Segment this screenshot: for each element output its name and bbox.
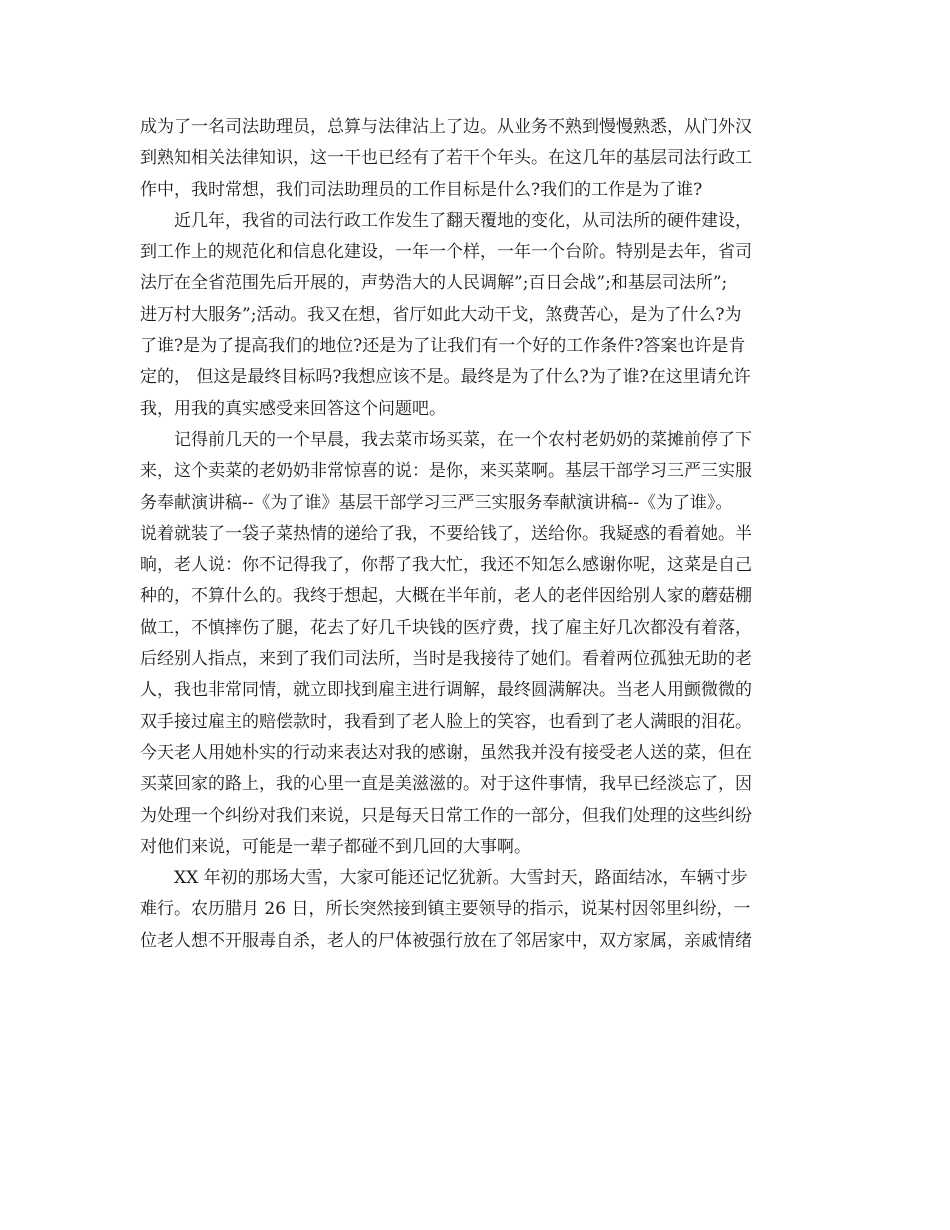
text-line: XX 年初的那场大雪，大家可能还记忆犹新。大雪封天，路面结冰，车辆寸步 — [174, 868, 748, 889]
text-line: 来，这个卖菜的老奶奶非常惊喜的说：是你，来买菜啊。基层干部学习三严三实服 — [140, 461, 752, 482]
text-line: 作中，我时常想，我们司法助理员的工作目标是什么?我们的工作是为了谁? — [140, 179, 703, 200]
text-line: 做工，不慎摔伤了腿，花去了好几千块钱的医疗费，找了雇主好几次都没有着落， — [140, 617, 752, 638]
text-line: 务奉献演讲稿--《为了谁》基层干部学习三严三实服务奉献演讲稿--《为了谁》。 — [140, 492, 733, 513]
text-line: 买菜回家的路上，我的心里一直是美滋滋的。对于这件事情，我早已经淡忘了，因 — [140, 774, 752, 795]
text-line: 为处理一个纠纷对我们来说，只是每天日常工作的一部分，但我们处理的这些纠纷 — [140, 805, 752, 826]
text-line: 双手接过雇主的赔偿款时，我看到了老人脸上的笑容，也看到了老人满眼的泪花。 — [140, 711, 752, 732]
text-line: 近几年，我省的司法行政工作发生了翻天覆地的变化，从司法所的硬件建设， — [174, 210, 752, 231]
text-line: 难行。农历腊月 26 日，所长突然接到镇主要领导的指示，说某村因邻里纠纷，一 — [140, 899, 751, 920]
text-line: 记得前几天的一个早晨，我去菜市场买菜，在一个农村老奶奶的菜摊前停了下 — [174, 429, 752, 450]
text-line: 到工作上的规范化和信息化建设，一年一个样，一年一个台阶。特别是去年，省司 — [140, 242, 752, 263]
text-line: 定的， 但这是最终目标吗?我想应该不是。最终是为了什么?为了谁?在这里请允许 — [140, 367, 751, 388]
text-line: 种的，不算什么的。我终于想起，大概在半年前，老人的老伴因给别人家的蘑菇棚 — [140, 586, 752, 607]
body-text — [140, 112, 830, 957]
text-line: 人，我也非常同情，就立即找到雇主进行调解，最终圆满解决。当老人用颤微微的 — [140, 680, 752, 701]
text-line: 了谁?是为了提高我们的地位?还是为了让我们有一个好的工作条件?答案也许是肯 — [140, 336, 746, 357]
text-line: 到熟知相关法律知识，这一干也已经有了若干个年头。在这几年的基层司法行政工 — [140, 148, 752, 169]
text-line: 进万村大服务”;活动。我又在想，省厅如此大动干戈，煞费苦心，是为了什么?为 — [140, 304, 742, 325]
text-line: 今天老人用她朴实的行动来表达对我的感谢，虽然我并没有接受老人送的菜，但在 — [140, 742, 752, 763]
text-line: 晌，老人说：你不记得我了，你帮了我大忙，我还不知怎么感谢你呢，这菜是自己 — [140, 555, 752, 576]
text-line: 法厅在全省范围先后开展的，声势浩大的人民调解”;百日会战”;和基层司法所”; — [140, 273, 728, 294]
text-line: 对他们来说，可能是一辈子都碰不到几回的大事啊。 — [140, 836, 531, 857]
text-line: 我，用我的真实感受来回答这个问题吧。 — [140, 398, 446, 419]
text-line: 位老人想不开服毒自杀，老人的尸体被强行放在了邻居家中，双方家属，亲戚情绪 — [140, 930, 752, 951]
text-line: 后经别人指点，来到了我们司法所，当时是我接待了她们。看着两位孤独无助的老 — [140, 649, 752, 670]
text-line: 成为了一名司法助理员，总算与法律沾上了边。从业务不熟到慢慢熟悉，从门外汉 — [140, 117, 752, 137]
text-line: 说着就装了一袋子菜热情的递给了我，不要给钱了，送给你。我疑惑的看着她。半 — [140, 523, 752, 544]
